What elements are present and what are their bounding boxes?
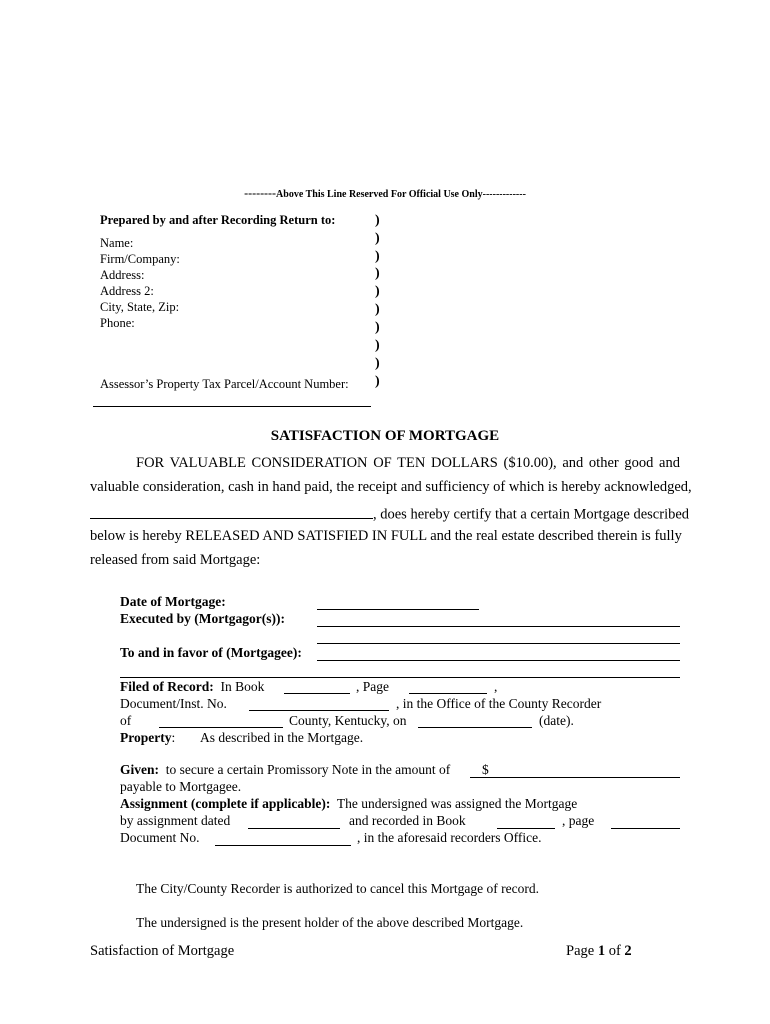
document-title: SATISFACTION OF MORTGAGE [270, 428, 500, 444]
parcel-number-line[interactable] [93, 406, 371, 407]
body-line-2: valuable consideration, cash in hand paid, the receipt and sufficiency of which is hereby acknowledged, [90, 479, 692, 495]
date-line[interactable] [418, 727, 532, 728]
recorded-book-label: and recorded in Book [349, 813, 466, 828]
footer-title: Satisfaction of Mortgage [90, 943, 235, 959]
comma: , [494, 679, 498, 694]
paren-mark: ) [375, 374, 380, 389]
statement-cancel: The City/County Recorder is authorized to cancel this Mortgage of record. [136, 881, 540, 896]
property-text: As described in the Mortgage. [200, 730, 364, 745]
assignment-doc-line[interactable] [215, 845, 351, 846]
book-line[interactable] [284, 693, 350, 694]
field-city-state-zip: City, State, Zip: [100, 300, 180, 314]
assignment-book-line[interactable] [497, 828, 555, 829]
paren-mark: ) [375, 338, 380, 353]
field-address-2: Address 2: [100, 284, 154, 298]
mortgagee-label: To and in favor of (Mortgagee): [120, 645, 302, 660]
mortgagee-line[interactable] [317, 660, 680, 661]
body-line-5: released from said Mortgage: [90, 552, 261, 568]
assignment-row: Assignment (complete if applicable): The undersigned was assigned the Mortgage [120, 796, 578, 811]
executed-by-label: Executed by (Mortgagor(s)): [120, 611, 285, 626]
page-indicator: Page 1 of 2 [566, 943, 632, 959]
assignment-doc-label: Document No. [120, 830, 200, 845]
amount-line[interactable] [470, 777, 680, 778]
date-of-mortgage-line[interactable] [317, 609, 479, 610]
office-text: , in the Office of the County Recorder [396, 696, 602, 711]
field-firm: Firm/Company: [100, 252, 180, 266]
dollar-sign: $ [482, 762, 489, 777]
grantor-blank[interactable] [90, 503, 373, 519]
doc-inst-label: Document/Inst. No. [120, 696, 227, 711]
paren-mark: ) [375, 320, 380, 335]
page-label: , Page [356, 679, 389, 694]
paren-mark: ) [375, 356, 380, 371]
paren-mark: ) [375, 302, 380, 317]
date-text: (date). [539, 713, 574, 728]
field-name: Name: [100, 236, 134, 250]
date-of-mortgage-label: Date of Mortgage: [120, 594, 226, 609]
county-line[interactable] [159, 727, 283, 728]
field-address: Address: [100, 268, 145, 282]
doc-inst-line[interactable] [249, 710, 389, 711]
payable-text: payable to Mortgagee. [120, 779, 242, 794]
body-line-4: below is hereby RELEASED AND SATISFIED IN FULL and the real estate described therein is fully [90, 528, 682, 544]
county-text: County, Kentucky, on [289, 713, 407, 728]
assignment-date-line[interactable] [248, 828, 340, 829]
paren-mark: ) [375, 266, 380, 281]
prepared-by-title: Prepared by and after Recording Return to: [100, 213, 336, 227]
paren-mark: ) [375, 231, 380, 246]
assignment-office-text: , in the aforesaid recorders Office. [357, 830, 542, 845]
field-phone: Phone: [100, 316, 135, 330]
assignment-page-label: , page [562, 813, 595, 828]
mortgagor-line[interactable] [317, 626, 680, 627]
assignment-dated-label: by assignment dated [120, 813, 231, 828]
of-label: of [120, 713, 132, 728]
property-row: Property: [120, 730, 176, 745]
page-line[interactable] [409, 693, 487, 694]
section-divider [120, 677, 680, 678]
paren-mark: ) [375, 284, 380, 299]
body-line-3: , does hereby certify that a certain Mortgage described [90, 503, 689, 524]
reserved-line: --------Above This Line Reserved For Official Use Only------------- [244, 186, 526, 200]
paren-mark: ) [375, 213, 380, 228]
assignment-page-line[interactable] [611, 828, 680, 829]
statement-holder: The undersigned is the present holder of the above described Mortgage. [136, 915, 524, 930]
mortgagor-line-2[interactable] [317, 643, 680, 644]
body-line-1: FOR VALUABLE CONSIDERATION OF TEN DOLLARS ($10.00), and other good and [136, 455, 680, 471]
given-row: Given: to secure a certain Promissory Note in the amount of [120, 762, 451, 777]
field-parcel: Assessor’s Property Tax Parcel/Account Number: [100, 377, 349, 391]
paren-mark: ) [375, 249, 380, 264]
filed-of-record-row: Filed of Record: In Book [120, 679, 265, 694]
